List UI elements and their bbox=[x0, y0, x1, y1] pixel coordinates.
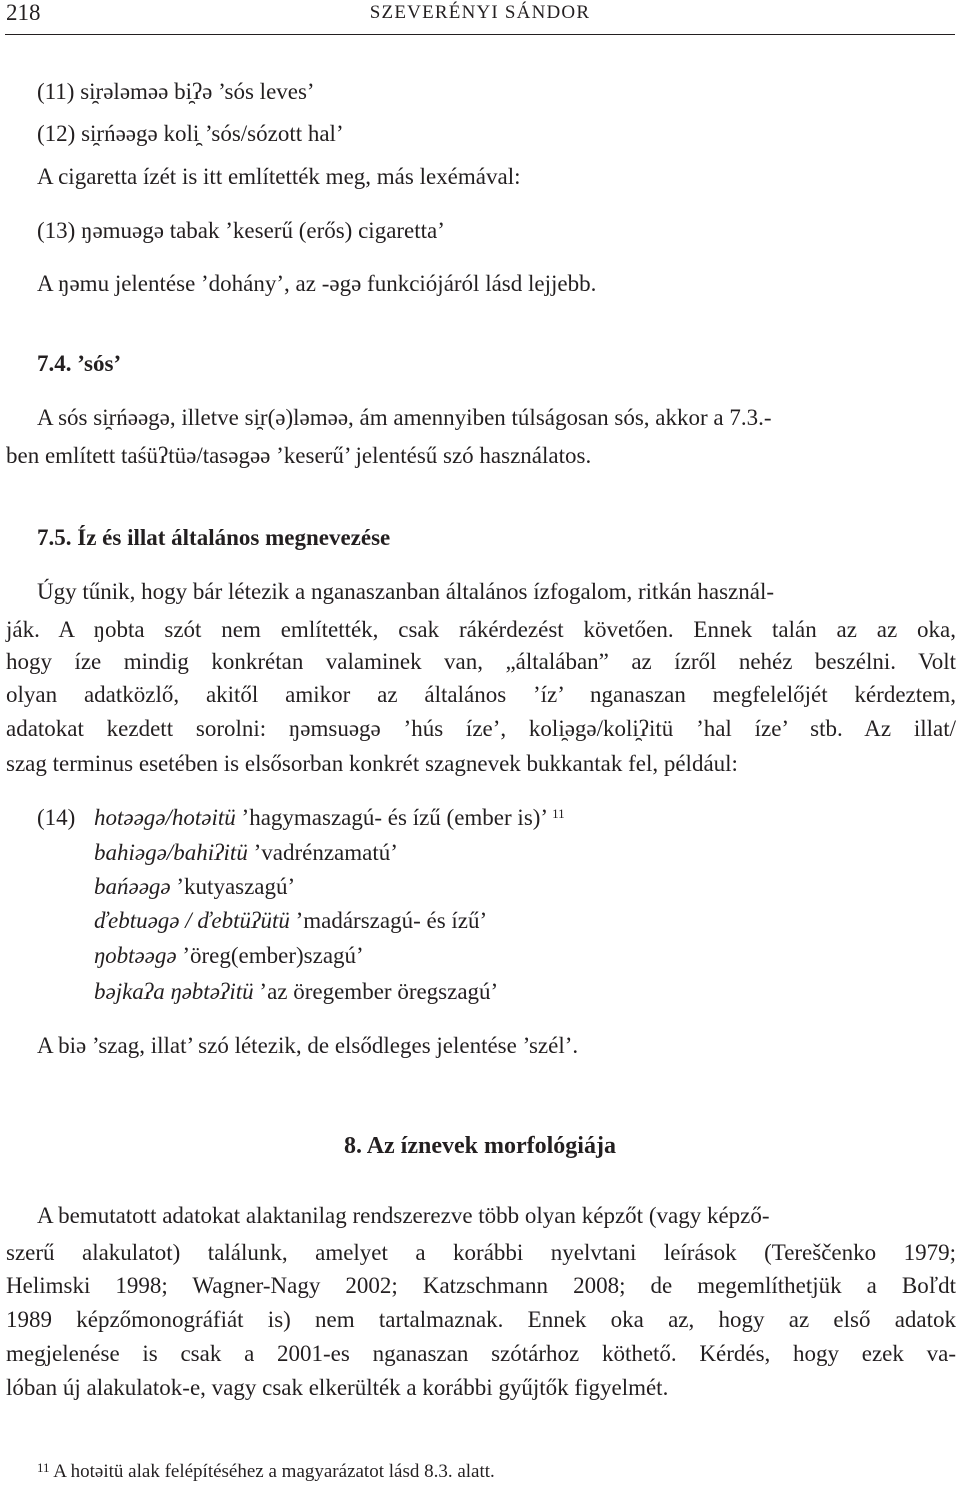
example-form: ŋobtəəgə bbox=[94, 943, 177, 968]
example-14-item bbox=[94, 979, 498, 1005]
paragraph-nemu: A ŋəmu jelentése ’dohány’, az -əgə funkciójáról lásd lejjebb. bbox=[37, 271, 597, 296]
page-number: 218 bbox=[6, 0, 41, 25]
example-gloss: ’madárszagú- és ízű’ bbox=[295, 908, 488, 933]
example-14-item bbox=[94, 840, 398, 866]
section-7-5-line-1: Úgy tűnik, hogy bár létezik a nganaszanban általános ízfogalom, ritkán használ- bbox=[37, 579, 775, 604]
footnote-ref: 11 bbox=[552, 806, 565, 821]
header-rule bbox=[5, 34, 955, 35]
section-8-line-4: 1989 képzőmonográfiát is) nem tartalmaznak. Ennek oka az, hogy az első adatok bbox=[6, 1307, 956, 1332]
example-14-item bbox=[94, 908, 487, 934]
example-13: (13) ŋəmuəgə tabak ’keserű (erős) cigaretta’ bbox=[37, 218, 445, 243]
footnote-number: 11 bbox=[37, 1460, 50, 1475]
footnote bbox=[37, 1461, 495, 1483]
section-heading-8: 8. Az íznevek morfológiája bbox=[344, 1133, 616, 1159]
section-8-line-2: szerű alakulatot) találunk, amelyet a korábbi nyelvtani leírások (Tereščenko 1979; bbox=[6, 1240, 956, 1265]
example-gloss: ’hagymaszagú- és ízű (ember is)’ bbox=[241, 805, 547, 830]
example-11: (11) si̯rələməə bi̯ʔə ’sós leves’ bbox=[37, 79, 315, 104]
example-gloss: ’az öregember öregszagú’ bbox=[259, 979, 499, 1004]
section-7-5-line-3: hogy íze mindig konkrétan valaminek van, „általában” az ízről nehéz beszélni. Volt bbox=[6, 649, 956, 674]
section-8-line-3: Helimski 1998; Wagner-Nagy 2002; Katzschmann 2008; de megemlíthetjük a Boľdt bbox=[6, 1273, 956, 1298]
example-14-number: (14) bbox=[37, 805, 76, 830]
example-gloss: ’öreg(ember)szagú’ bbox=[182, 943, 364, 968]
paragraph-cigarette: A cigaretta ízét is itt említették meg, más lexémával: bbox=[37, 164, 521, 189]
example-form: bańəəgə bbox=[94, 874, 171, 899]
section-heading-7-4: 7.4. ’sós’ bbox=[37, 351, 122, 376]
section-8-line-6: lóban új alakulatok-e, vagy csak elkerülték a korábbi gyűjtők figyelmét. bbox=[6, 1375, 669, 1400]
section-8-line-5: megjelenése is csak a 2001-es nganaszan szótárhoz köthető. Kérdés, hogy ezek va- bbox=[6, 1341, 956, 1366]
example-form: bəjkaʔa ŋəbtəʔitü bbox=[94, 979, 254, 1004]
example-form: bahiəgə/bahiʔitü bbox=[94, 840, 248, 865]
section-7-5-line-2: ják. A ŋobta szót nem említették, csak rákérdezést követően. Ennek talán az az oka, bbox=[6, 617, 956, 642]
section-7-5-line-5: adatokat kezdett sorolni: ŋəmsuəgə ’hús íze’, koli̯əgə/koli̯ʔitü ’hal íze’ stb. Az illat/ bbox=[6, 716, 956, 741]
example-14-item bbox=[94, 805, 565, 831]
section-7-5-line-6: szag terminus esetében is elsősorban konkrét szagnevek bukkantak fel, például: bbox=[6, 751, 738, 776]
section-7-5-line-4: olyan adatközlő, akitől amikor az általános ’íz’ nganaszan megfelelőjét kérdeztem, bbox=[6, 682, 956, 707]
example-form: ďebtuəgə / ďebtüʔütü bbox=[94, 908, 290, 933]
example-14-item bbox=[94, 874, 295, 900]
section-heading-7-5: 7.5. Íz és illat általános megnevezése bbox=[37, 525, 391, 550]
paragraph-bie: A biə ’szag, illat’ szó létezik, de elsődleges jelentése ’szél’. bbox=[37, 1033, 579, 1058]
example-gloss: ’kutyaszagú’ bbox=[176, 874, 296, 899]
section-7-4-line-1: A sós si̯rńəəgə, illetve si̯r(ə)ləməə, ám amennyiben túlságosan sós, akkor a 7.3.- bbox=[37, 405, 772, 430]
example-12: (12) si̯rńəəgə koli̯ ’sós/sózott hal’ bbox=[37, 121, 344, 146]
example-14-item bbox=[94, 943, 364, 969]
footnote-text: A hotəitü alak felépítéséhez a magyarázatot lásd 8.3. alatt. bbox=[53, 1461, 495, 1482]
section-8-line-1: A bemutatott adatokat alaktanilag rendszerezve több olyan képzőt (vagy képző- bbox=[37, 1203, 770, 1228]
example-form: hotəəgə/hotəitü bbox=[94, 805, 236, 830]
section-7-4-line-2: ben említett taśüʔtüə/tasəgəə ’keserű’ jelentésű szó használatos. bbox=[6, 443, 592, 468]
running-head: SZEVERÉNYI SÁNDOR bbox=[369, 2, 591, 23]
example-gloss: ’vadrénzamatú’ bbox=[253, 840, 398, 865]
